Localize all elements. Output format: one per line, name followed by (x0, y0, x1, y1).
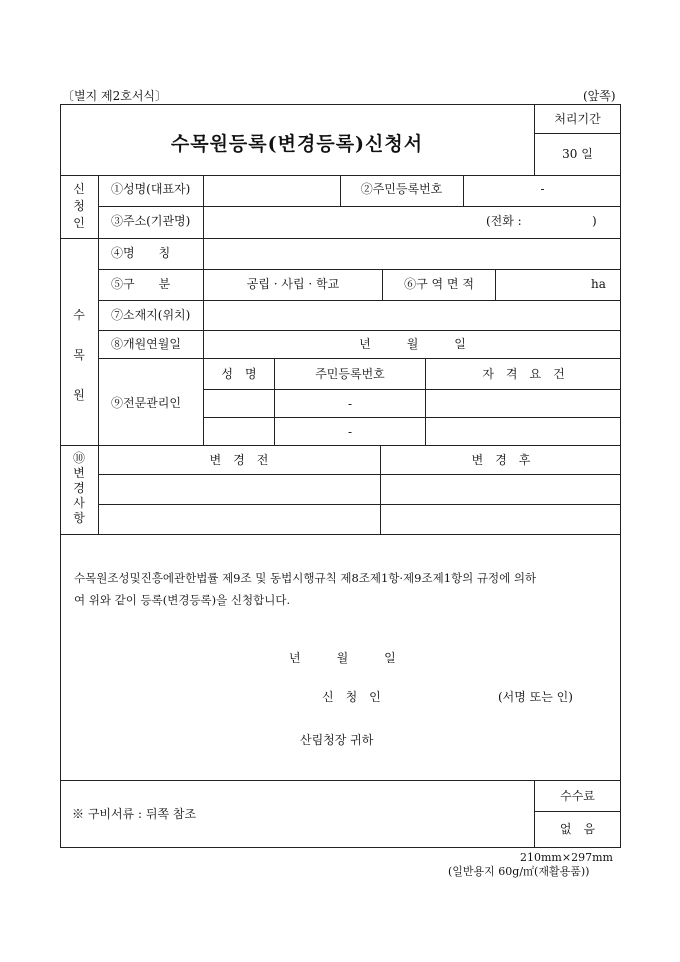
form-title: 수목원등록(변경등록)신청서 (170, 133, 424, 155)
phone-label: (전화 : (486, 214, 522, 228)
paper-size: 210mm×297mm (520, 851, 613, 864)
manager-label: ⑨전문관리인 (111, 396, 181, 410)
change-before-field-1[interactable] (99, 475, 379, 503)
address-field[interactable] (204, 207, 474, 237)
change-after-field-2[interactable] (381, 505, 620, 533)
manager-col-name: 성 명 (221, 367, 257, 381)
changes-section-label (68, 451, 90, 526)
location-field[interactable] (204, 301, 620, 329)
manager-row-2-qualification[interactable] (426, 418, 620, 444)
changes-section-text: ⑩변경사항 (72, 451, 85, 525)
arboretum-name-field[interactable] (204, 239, 620, 268)
location-label: ⑦소재지(위치) (111, 308, 191, 322)
phone-field[interactable] (530, 207, 588, 237)
manager-row-1-name[interactable] (204, 390, 273, 416)
category-options[interactable]: 공립 · 사립 · 학교 (246, 277, 340, 291)
divider (534, 811, 621, 812)
fee-label: 수수료 (560, 789, 595, 803)
manager-col-qualification: 자 격 요 건 (482, 367, 565, 381)
statement-line-2: 여 위와 같이 등록(변경등록)을 신청합니다. (74, 593, 291, 607)
address-label: ③주소(기관명) (111, 214, 191, 228)
manager-row-1-qualification[interactable] (426, 390, 620, 416)
form-reference: 〔별지 제2호서식〕 (62, 89, 168, 103)
statement-applicant-label: 신 청 인 (322, 690, 381, 704)
manager-row-1-reg-no[interactable]: - (347, 397, 353, 411)
recipient: 산림청장 귀하 (300, 733, 374, 747)
area-field[interactable] (496, 270, 586, 299)
opening-date-field[interactable]: 년 월 일 (359, 337, 466, 351)
fee-value: 없 음 (559, 822, 596, 836)
processing-period-value: 30 일 (562, 147, 593, 161)
applicant-section-label (69, 181, 89, 232)
opening-date-label: ⑧개원연월일 (111, 337, 181, 351)
name-label: ①성명(대표자) (111, 182, 191, 196)
reg-no-field[interactable]: - (540, 182, 545, 196)
required-docs-note: ※ 구비서류 : 뒤쪽 참조 (72, 807, 197, 821)
arboretum-section-text: 수목원 (73, 308, 85, 402)
divider (98, 330, 621, 331)
manager-row-2-name[interactable] (204, 418, 273, 444)
name-field[interactable] (204, 176, 339, 205)
change-before-field-2[interactable] (99, 505, 379, 533)
category-label: ⑤구 분 (111, 277, 171, 291)
manager-col-reg-no: 주민등록번호 (315, 367, 385, 381)
arboretum-name-label: ④명 칭 (111, 246, 171, 260)
reg-no-label: ②주민등록번호 (360, 182, 443, 196)
divider (60, 445, 621, 446)
paper-spec: (일반용지 60g/㎡(재활용품)) (448, 865, 590, 878)
arboretum-section-label (68, 295, 90, 415)
divider (60, 780, 621, 781)
statement-date[interactable]: 년 월 일 (289, 651, 396, 665)
change-after-header: 변 경 후 (471, 453, 531, 467)
divider (60, 534, 621, 535)
phone-close: ) (592, 214, 597, 228)
statement-line-1: 수목원조성및진흥에관한법률 제9조 및 동법시행규칙 제8조제1항·제9조제1항의 규정에 의하 (74, 571, 537, 585)
manager-row-2-reg-no[interactable]: - (347, 425, 353, 439)
divider (98, 358, 621, 359)
applicant-section-text: 신청인 (73, 182, 85, 230)
area-label: ⑥구 역 면 적 (404, 277, 474, 291)
processing-period-label: 처리기간 (554, 112, 601, 126)
signature-label[interactable]: (서명 또는 인) (498, 690, 573, 704)
divider (534, 133, 621, 134)
change-before-header: 변 경 전 (209, 453, 269, 467)
page-side-label: (앞쪽) (583, 89, 616, 103)
change-after-field-1[interactable] (381, 475, 620, 503)
area-unit: ha (591, 277, 606, 291)
